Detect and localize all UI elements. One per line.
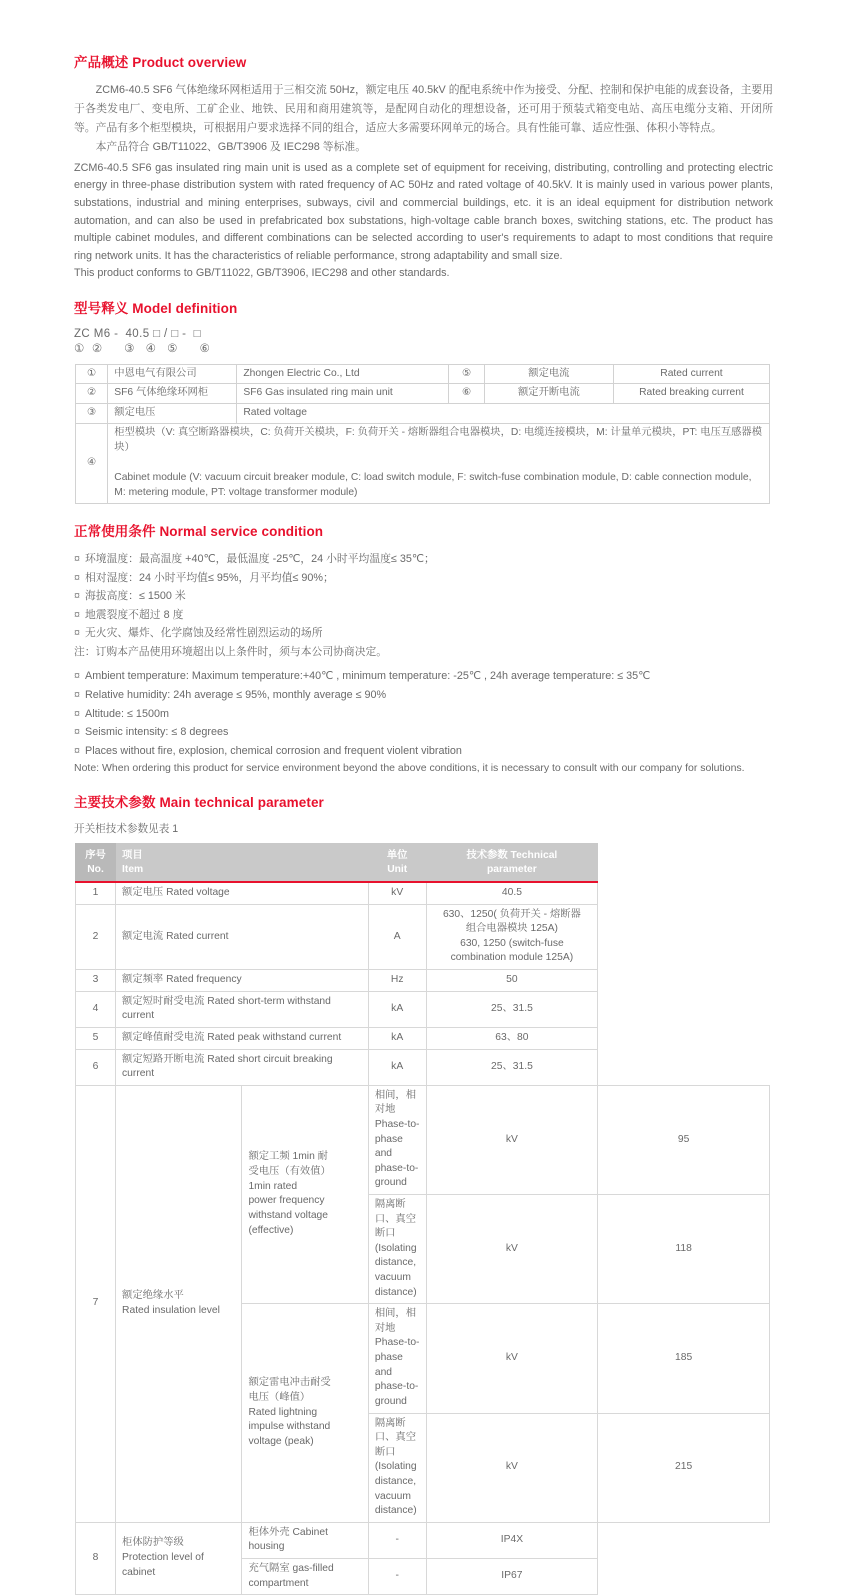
model-en-1: Zhongen Electric Co., Ltd: [237, 364, 449, 384]
row-condition: [368, 1304, 426, 1413]
column-header-unit-cn: 单位: [386, 850, 408, 862]
model-index-4: ④: [76, 424, 108, 504]
row-item: 额定短时耐受电流 Rated short-term withstand current: [116, 991, 369, 1027]
condition-cn: 隔离断口、真空断口: [374, 1417, 417, 1458]
table-body: [76, 882, 770, 1595]
row-item: [116, 1522, 242, 1594]
bullet-icon: ¤: [74, 590, 81, 603]
row-value-line: 630、1250( 负荷开关 - 熔断器: [442, 908, 581, 920]
table-row: [76, 384, 770, 404]
section-service-condition: [74, 524, 773, 777]
row-item-cn: 额定绝缘水平: [122, 1289, 184, 1301]
subitem-line: Rated lightning: [248, 1406, 318, 1418]
row-unit: -: [368, 1522, 426, 1558]
overview-en-paragraph: ZCM6-40.5 SF6 gas insulated ring main unit is used as a complete set of equipment for receiving, distributing, controlling and protecting electric energy in three-phase distribution system with rated frequency of AC 50Hz and rated voltage of 40.5kV. It is mainly used in various power plants, substations, industrial and mining enterprises, subways, civil and commercial buildings, etc. it is an ideal equipment for distribution network automation, and can also be used in prefabricated box substations, high-voltage cable branch boxes, switching stations, etc. The product has multiple cabinet modules, and different combinations can be selected according to user's requirements to adapt to most conditions that require ring network units. It has the characteristics of reliable performance, strong adaptability and small size.: [74, 161, 773, 262]
model-index-6: ⑥: [449, 384, 485, 404]
row-condition: 充气隔室 gas-filled compartment: [242, 1559, 368, 1595]
list-item-label: 地震裂度不超过 8 度: [85, 608, 184, 621]
row-item-cn: 柜体防护等级: [122, 1537, 184, 1549]
column-header-unit-en: Unit: [387, 863, 408, 875]
row-condition: [368, 1085, 426, 1194]
table-row: [76, 970, 770, 992]
table-header-row: [76, 844, 770, 882]
model-en-5: Rated current: [613, 364, 769, 384]
row-item: [116, 1085, 242, 1522]
row-unit: A: [368, 904, 426, 969]
list-item: [74, 624, 773, 643]
row-unit: kV: [426, 1413, 598, 1522]
row-value: [426, 904, 598, 969]
table-row: [76, 404, 770, 424]
row-no: 1: [76, 882, 116, 904]
row-unit: Hz: [368, 970, 426, 992]
subitem-line: 额定工频 1min 耐: [248, 1150, 328, 1162]
column-header-value: [426, 844, 598, 882]
overview-en-standards: This product conforms to GB/T11022, GB/T3906, IEC298 and other standards.: [74, 267, 450, 280]
section-model-definition: [74, 301, 773, 504]
row-value-line: combination module 125A): [450, 952, 574, 964]
row-unit: -: [368, 1559, 426, 1595]
row-value: IP67: [426, 1559, 598, 1595]
list-item: [74, 742, 773, 761]
bullet-icon: ¤: [74, 670, 81, 683]
row-condition: [368, 1413, 426, 1522]
column-header-no-cn: 序号: [85, 850, 106, 862]
model-code-line: ZC M6 - 40.5 □ / □ - □: [74, 328, 201, 341]
column-header-value-cn: 技术参数 Technical: [466, 850, 558, 862]
model-index-1: ①: [76, 364, 108, 384]
condition-en: (Isolating distance, vacuum: [374, 1461, 417, 1502]
section-product-overview: [74, 55, 773, 283]
model-en-3: Rated voltage: [237, 404, 770, 424]
row-condition: 柜体外壳 Cabinet housing: [242, 1522, 368, 1558]
row-item: 额定峰值耐受电流 Rated peak withstand current: [116, 1027, 369, 1049]
row-unit: kV: [426, 1085, 598, 1194]
row-value: 95: [598, 1085, 770, 1194]
service-condition-cn-note: 注：订购本产品使用环境超出以上条件时，须与本公司协商决定。: [74, 645, 388, 658]
row-unit: kA: [368, 1027, 426, 1049]
model-definition-table: [75, 364, 770, 504]
column-header-value-en: parameter: [487, 863, 537, 875]
list-item-label: 海拔高度：≤ 1500 米: [85, 590, 186, 603]
row-no: 6: [76, 1049, 116, 1085]
subitem-line: 额定雷电冲击耐受: [248, 1376, 331, 1388]
condition-en: distance): [374, 1286, 417, 1298]
column-header-unit: [368, 844, 426, 882]
subitem-line: 电压（峰值）: [248, 1391, 311, 1403]
condition-en: distance): [374, 1505, 417, 1517]
row-item: 额定电流 Rated current: [116, 904, 369, 969]
table-row: [76, 1085, 770, 1194]
column-header-item-en: Item: [122, 863, 144, 875]
row-unit: kV: [426, 1194, 598, 1303]
list-item-label: 环境温度：最高温度 +40℃，最低温度 -25℃，24 小时平均温度≤ 35℃；: [85, 553, 435, 566]
list-item: [74, 686, 773, 705]
list-item: [74, 569, 773, 588]
page-title-service-condition: 正常使用条件 Normal service condition: [74, 523, 324, 539]
row-item: 额定短路开断电流 Rated short circuit breaking current: [116, 1049, 369, 1085]
service-condition-cn-list: [74, 550, 773, 643]
row-value: 40.5: [426, 882, 598, 904]
row-value: 185: [598, 1304, 770, 1413]
table-row: [76, 904, 770, 969]
condition-en: Phase-to-phase and phase-to-: [374, 1337, 420, 1393]
table-header: [76, 844, 770, 882]
list-item-label: 相对湿度：24 小时平均值≤ 95%，月平均值≤ 90%；: [85, 571, 334, 584]
list-item: [74, 606, 773, 625]
subitem-line: 受电压（有效值）: [248, 1165, 331, 1177]
model-en-2: SF6 Gas insulated ring main unit: [237, 384, 449, 404]
row-item-en: Rated insulation level: [122, 1304, 220, 1316]
table-row: [76, 1027, 770, 1049]
column-header-item-cn: 项目: [122, 850, 143, 862]
table-row: [76, 1522, 770, 1558]
service-condition-en-list: [74, 667, 773, 760]
table-caption: 开关柜技术参数见表 1: [74, 823, 179, 836]
list-item: [74, 667, 773, 686]
condition-en: ground: [374, 1395, 407, 1407]
row-unit: kV: [368, 882, 426, 904]
row-value: 118: [598, 1194, 770, 1303]
row-value: 215: [598, 1413, 770, 1522]
condition-cn: 隔离断口、真空断口: [374, 1198, 417, 1240]
model-cn-6: 额定开断电流: [484, 384, 613, 404]
page-title-model-definition: 型号释义 Model definition: [74, 300, 238, 316]
row-item-en: Protection level of: [122, 1552, 204, 1564]
model-module-cn: 柜型模块（V: 真空断路器模块，C: 负荷开关模块，F: 负荷开关 - 熔断器组合电器模块，D: 电缆连接模块，M: 计量单元模块，PT: 电压互感器模块）: [114, 427, 763, 454]
condition-cn: 相间，相对地: [374, 1308, 417, 1334]
row-no: 7: [76, 1085, 116, 1522]
bullet-icon: ¤: [74, 689, 81, 702]
model-index-2: ②: [76, 384, 108, 404]
model-en-6: Rated breaking current: [613, 384, 769, 404]
list-item: [74, 723, 773, 742]
table-row: [76, 364, 770, 384]
row-no: 4: [76, 991, 116, 1027]
list-item-label: Ambient temperature: Maximum temperature:+40℃ , minimum temperature: -25℃ , 24h average temperature: ≤ 35℃: [85, 670, 651, 683]
section-main-technical-parameter: [74, 795, 773, 1595]
bullet-icon: ¤: [74, 744, 81, 757]
model-index-5: ⑤: [449, 364, 485, 384]
column-header-no-en: No.: [87, 863, 104, 875]
condition-cn: 相间，相对地: [374, 1089, 417, 1116]
row-condition: [368, 1194, 426, 1303]
row-value: 50: [426, 970, 598, 992]
row-value: 63、80: [426, 1027, 598, 1049]
subitem-line: impulse withstand: [248, 1421, 331, 1433]
subitem-line: power frequency: [248, 1195, 325, 1207]
condition-en: ground: [374, 1177, 407, 1189]
model-index-3: ③: [76, 404, 108, 424]
table-row: [76, 991, 770, 1027]
row-item: 额定电压 Rated voltage: [116, 882, 369, 904]
row-unit: kA: [368, 1049, 426, 1085]
condition-en: Phase-to-phase and phase-to-: [374, 1118, 420, 1174]
model-cn-5: 额定电流: [484, 364, 613, 384]
technical-parameter-table: [75, 843, 770, 1595]
row-value: 25、31.5: [426, 1049, 598, 1085]
table-row: [76, 1049, 770, 1085]
subitem-line: 1min rated: [248, 1180, 298, 1192]
row-subitem-lightning-impulse: [242, 1304, 368, 1523]
row-unit: kV: [426, 1304, 598, 1413]
model-cn-3: 额定电压: [108, 404, 237, 424]
row-value: 25、31.5: [426, 991, 598, 1027]
column-header-item: [116, 844, 369, 882]
page-title-main-technical-parameter: 主要技术参数 Main technical parameter: [74, 795, 324, 811]
table-row: [76, 424, 770, 504]
column-header-no: [76, 844, 116, 882]
row-subitem-power-frequency: [242, 1085, 368, 1304]
list-item-label: Places without fire, explosion, chemical corrosion and frequent violent vibration: [85, 744, 462, 757]
row-item-en: cabinet: [122, 1566, 156, 1578]
row-item: 额定频率 Rated frequency: [116, 970, 369, 992]
row-no: 2: [76, 904, 116, 969]
row-no: 5: [76, 1027, 116, 1049]
model-module-en: Cabinet module (V: vacuum circuit breaker module, C: load switch module, F: switch-fuse combination module, D: cable connection module, M: metering module, PT: voltage transformer module): [114, 472, 752, 498]
bullet-icon: ¤: [74, 627, 81, 640]
overview-cn-paragraph-1: ZCM6-40.5 SF6 气体绝缘环网柜适用于三相交流 50Hz，额定电压 40.5kV 的配电系统中作为接受、分配、控制和保护电能的成套设备，主要用于各类发电厂、变电所、工矿企业、地铁、民用和商用建筑等，是配网自动化的理想设备，还可用于预装式箱变电站、高压电缆分支箱、开闭所等。产品有多个柜型模块，可根据用户要求选择不同的组合，适应大多需要环网单元的场合。具有性能可靠、适应性强、体积小等特点。: [74, 84, 773, 134]
model-cn-1: 中恩电气有限公司: [108, 364, 237, 384]
subitem-line: (effective): [248, 1225, 294, 1237]
list-item-label: Seismic intensity: ≤ 8 degrees: [85, 726, 229, 739]
list-item-label: 无火灾、爆炸、化学腐蚀及经常性剧烈运动的场所: [85, 627, 323, 640]
row-value-line: 组合电器模块 125A): [465, 923, 558, 935]
bullet-icon: ¤: [74, 571, 81, 584]
model-code-numbers: ① ② ③ ④ ⑤ ⑥: [74, 342, 211, 355]
service-condition-en-note: Note: When ordering this product for service environment beyond the above conditions, it is necessary to consult with our company for solutions.: [74, 762, 745, 775]
overview-cn-paragraph-2: 本产品符合 GB/T11022、GB/T3906 及 IEC298 等标准。: [95, 140, 366, 153]
model-code-block: [74, 327, 773, 356]
list-item: [74, 550, 773, 569]
bullet-icon: ¤: [74, 707, 81, 720]
condition-en: (Isolating distance, vacuum: [374, 1242, 417, 1284]
page-title-product-overview: 产品概述 Product overview: [74, 55, 247, 70]
list-item: [74, 705, 773, 724]
model-module-cell: [108, 424, 770, 504]
bullet-icon: ¤: [74, 553, 81, 566]
list-item-label: Relative humidity: 24h average ≤ 95%, monthly average ≤ 90%: [85, 689, 387, 702]
row-value: IP4X: [426, 1522, 598, 1558]
subitem-line: voltage (peak): [248, 1436, 314, 1448]
model-cn-2: SF6 气体绝缘环网柜: [108, 384, 237, 404]
bullet-icon: ¤: [74, 726, 81, 739]
list-item: [74, 587, 773, 606]
list-item-label: Altitude: ≤ 1500m: [85, 707, 169, 720]
subitem-line: withstand voltage: [248, 1210, 329, 1222]
row-no: 3: [76, 970, 116, 992]
bullet-icon: ¤: [74, 608, 81, 621]
table-row: [76, 882, 770, 904]
row-no: 8: [76, 1522, 116, 1594]
row-unit: kA: [368, 991, 426, 1027]
row-value-line: 630, 1250 (switch-fuse: [460, 937, 564, 949]
